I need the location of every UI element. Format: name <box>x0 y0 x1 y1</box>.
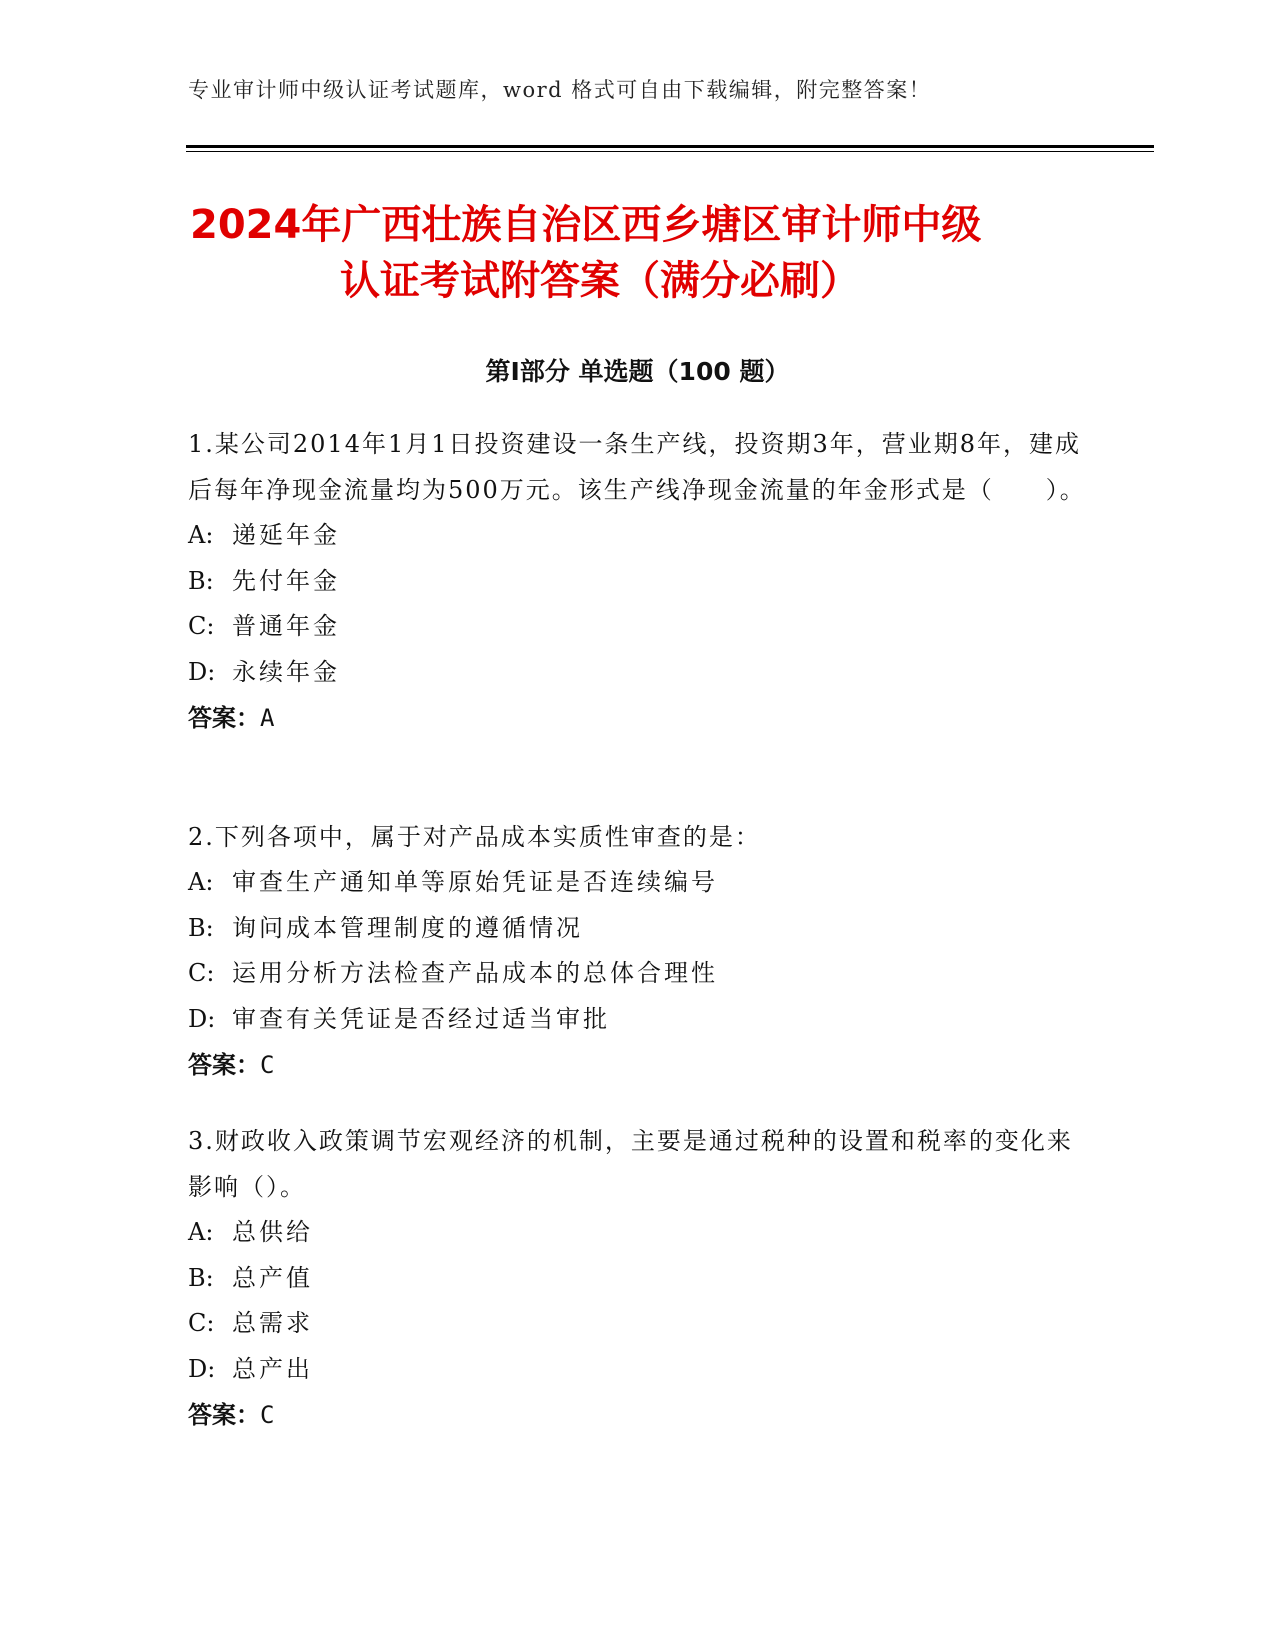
option-letter: A: <box>188 1218 214 1246</box>
option-text: 递延年金 <box>232 521 340 549</box>
option-letter: C: <box>188 612 215 640</box>
title-line-1: 2024年广西壮族自治区西乡塘区审计师中级 <box>190 202 982 248</box>
option-a <box>188 860 1088 906</box>
answer-value: A <box>260 704 275 732</box>
answer-label: 答案： <box>188 1051 260 1079</box>
option-text: 总需求 <box>232 1309 313 1337</box>
option-text: 总产出 <box>232 1354 313 1383</box>
answer-line <box>188 1392 1088 1438</box>
answer-label: 答案： <box>188 704 260 732</box>
option-d <box>188 997 1088 1043</box>
option-letter: A: <box>188 868 214 896</box>
option-d <box>188 650 1088 696</box>
option-text: 总产值 <box>232 1263 313 1292</box>
answer-line <box>188 1042 1088 1088</box>
question-2 <box>188 814 1088 1088</box>
option-b <box>188 559 1088 605</box>
option-letter: C: <box>188 1309 215 1337</box>
option-text: 审查生产通知单等原始凭证是否连续编号 <box>232 868 718 896</box>
answer-line <box>188 695 1088 741</box>
option-letter: A: <box>188 521 214 549</box>
answer-label: 答案： <box>188 1401 260 1429</box>
header-rule-thick <box>186 145 1154 148</box>
question-stem: 1.某公司2014年1月1日投资建设一条生产线，投资期3年，营业期8年，建成后每年净现金流量均为500万元。该生产线净现金流量的年金形式是（ ）。 <box>188 430 1086 504</box>
option-text: 审查有关凭证是否经过适当审批 <box>232 1004 610 1033</box>
question-stem: 3.财政收入政策调节宏观经济的机制，主要是通过税种的设置和税率的变化来影响（）。 <box>188 1127 1073 1201</box>
option-letter: C: <box>188 959 215 987</box>
section-title: 第Ⅰ部分 单选题（100 题） <box>485 357 790 386</box>
option-d <box>188 1347 1088 1393</box>
question-1 <box>188 421 1088 741</box>
option-text: 先付年金 <box>232 566 340 595</box>
option-c <box>188 604 1088 650</box>
option-text: 运用分析方法检查产品成本的总体合理性 <box>232 959 718 987</box>
option-c <box>188 1301 1088 1347</box>
option-b <box>188 1256 1088 1302</box>
option-c <box>188 951 1088 997</box>
answer-value: C <box>260 1401 275 1429</box>
option-letter: B: <box>188 566 214 595</box>
option-a <box>188 1210 1088 1256</box>
title-line-2: 认证考试附答案（满分必刷） <box>340 258 860 304</box>
option-text: 永续年金 <box>232 657 340 686</box>
header-note: 专业审计师中级认证考试题库，word 格式可自由下载编辑，附完整答案！ <box>188 78 932 102</box>
option-letter: D: <box>188 657 216 686</box>
option-letter: D: <box>188 1004 216 1033</box>
option-text: 总供给 <box>232 1218 313 1246</box>
option-letter: B: <box>188 1263 214 1292</box>
answer-value: C <box>260 1051 275 1079</box>
question-3 <box>188 1118 1088 1438</box>
option-letter: D: <box>188 1354 216 1383</box>
option-letter: B: <box>188 913 214 942</box>
option-a <box>188 513 1088 559</box>
header-rule-thin <box>186 151 1154 152</box>
option-text: 询问成本管理制度的遵循情况 <box>232 913 583 942</box>
option-b <box>188 906 1088 952</box>
option-text: 普通年金 <box>232 612 340 640</box>
document-title <box>190 197 1090 309</box>
question-stem: 2.下列各项中，属于对产品成本实质性审查的是： <box>188 823 761 851</box>
